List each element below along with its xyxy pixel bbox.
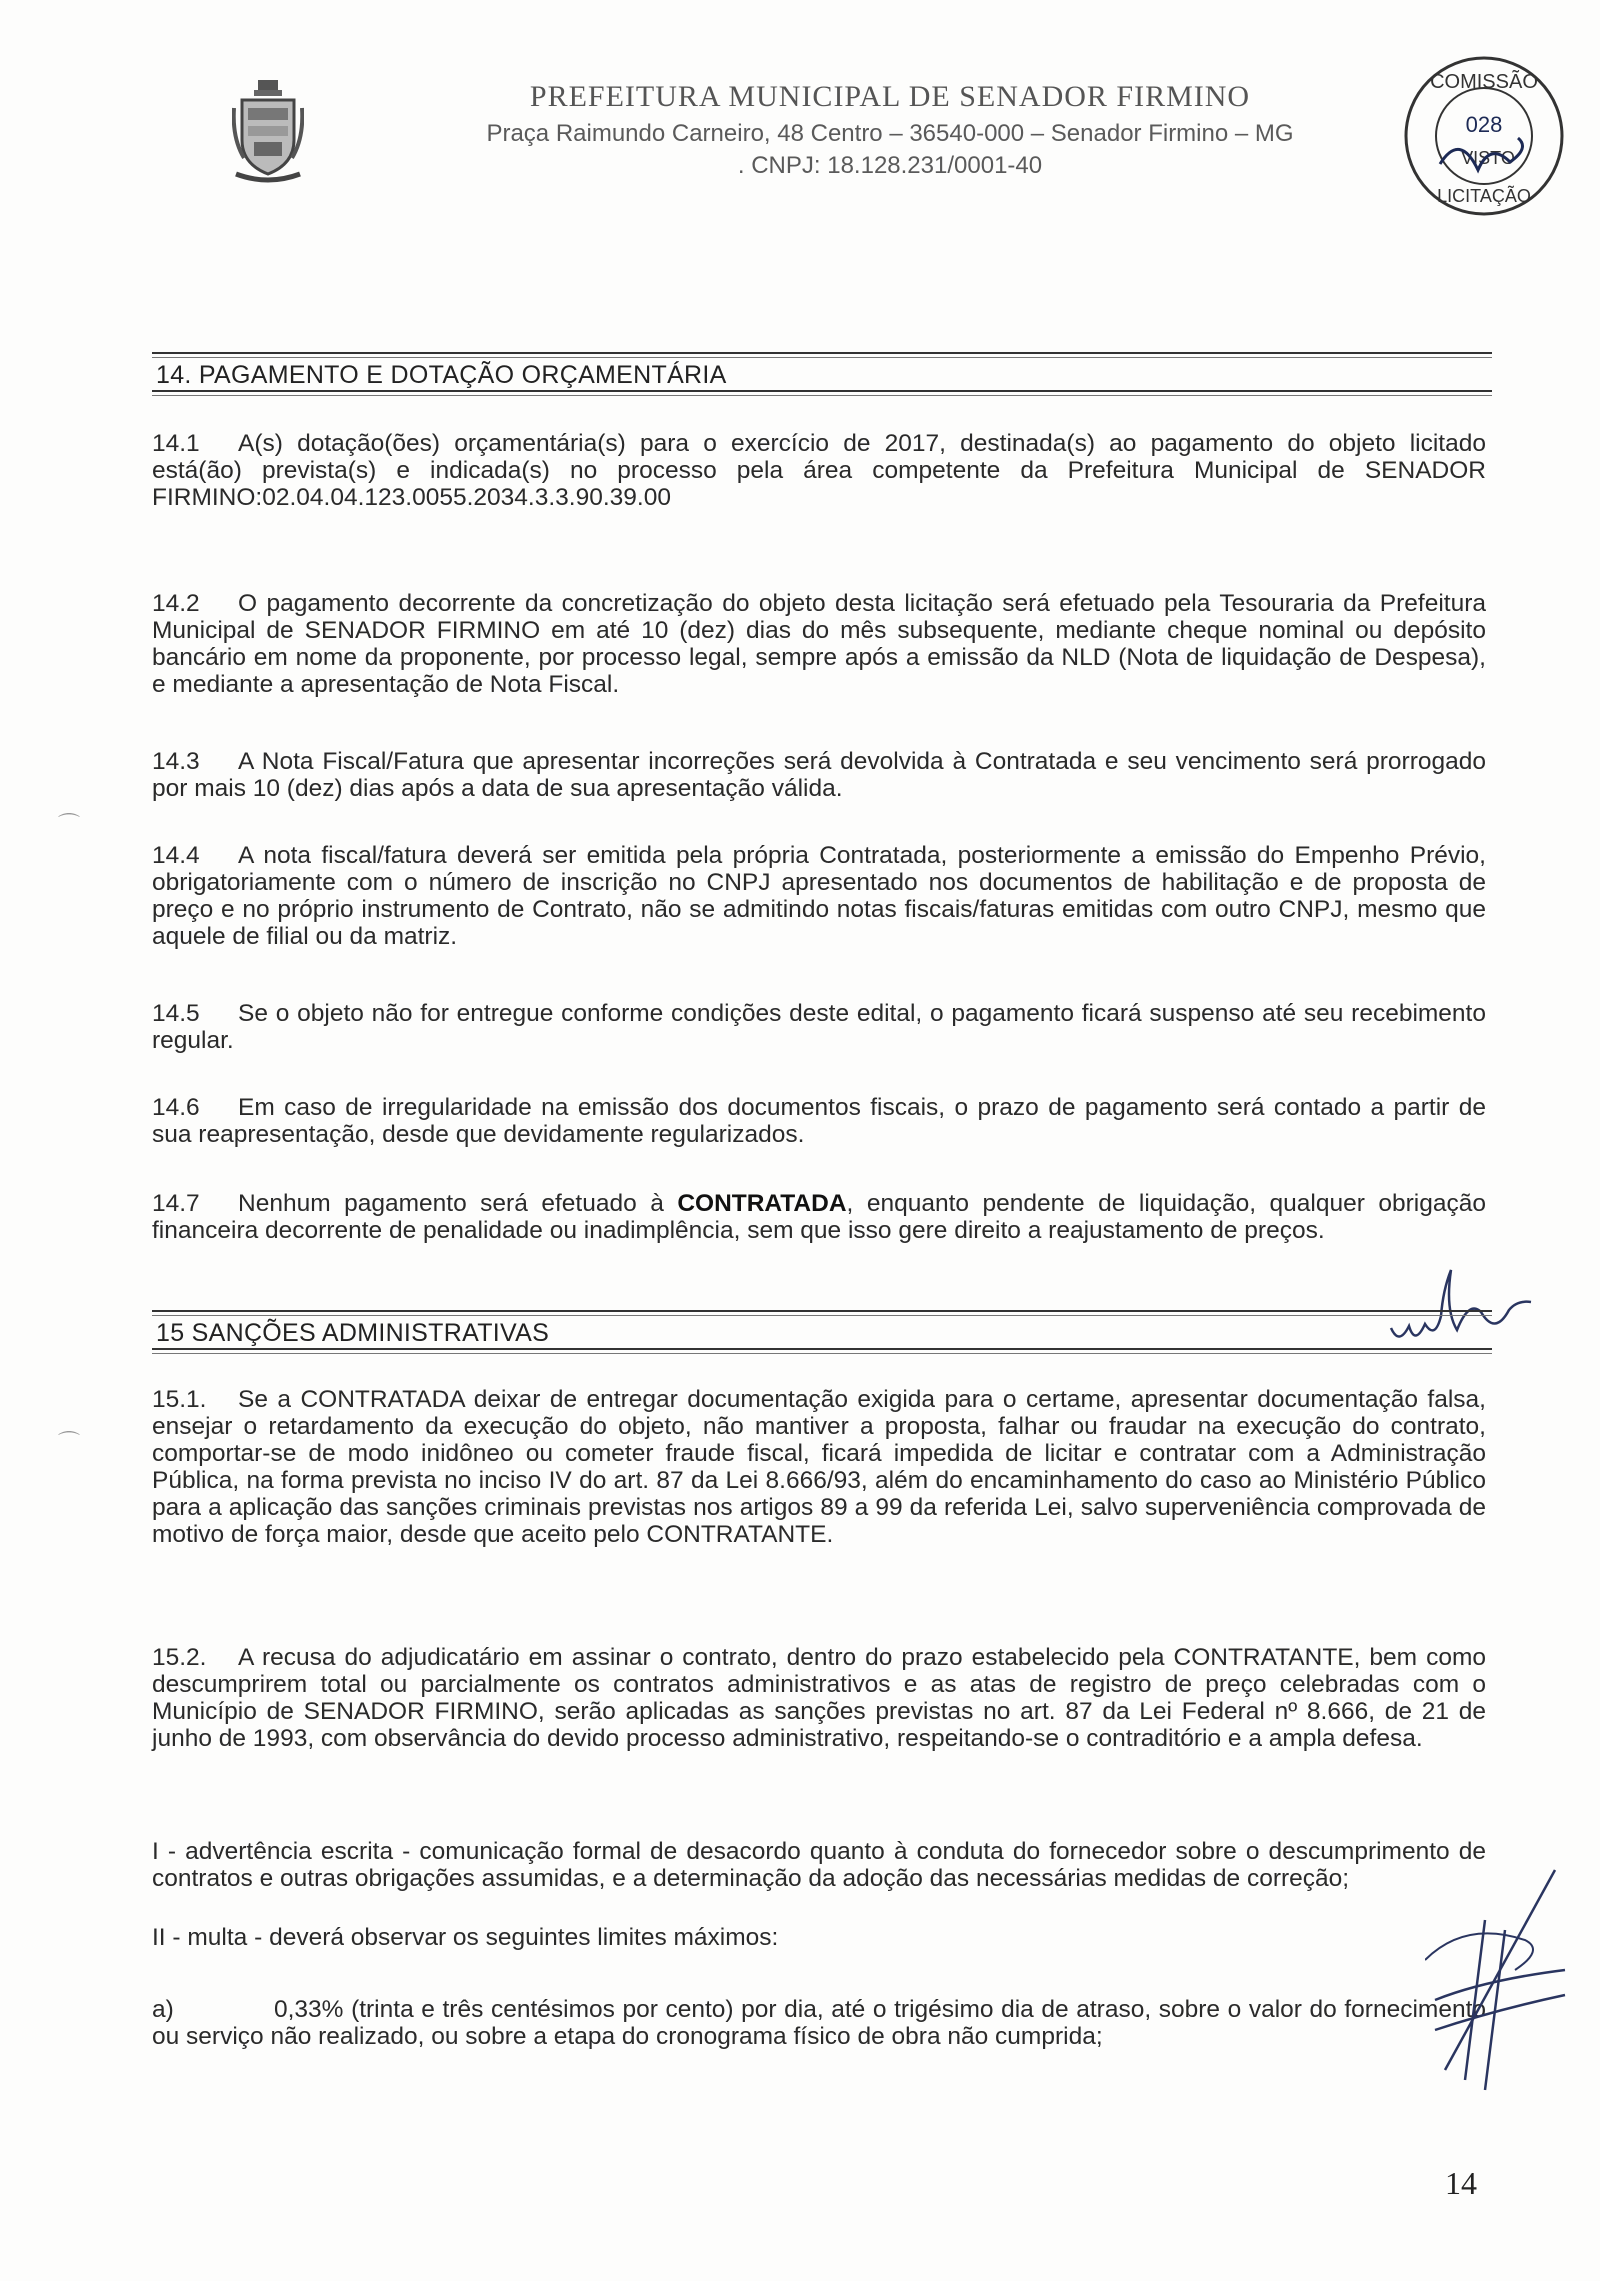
item-text: II - multa - deverá observar os seguintes limites máximos:: [152, 1924, 779, 1951]
paragraph-number: 15.1.: [152, 1386, 207, 1413]
org-name: PREFEITURA MUNICIPAL DE SENADOR FIRMINO: [529, 80, 1251, 113]
paragraph-number: 14.7: [152, 1190, 200, 1217]
paragraph-number: 14.2: [152, 590, 200, 617]
paragraph-number: 14.1: [152, 430, 200, 457]
item-multa: [152, 1924, 1486, 1951]
margin-mark: ⌒: [58, 1430, 81, 1455]
paragraph-text-after: , enquanto pendente de liquidação, qualquer obrigação financeira decorrente de penalidade ou inadimplência, sem que isso gere direito a reajustamento de preços.: [152, 1190, 1486, 1244]
item-label: a): [152, 1996, 174, 2023]
paragraph-text: A Nota Fiscal/Fatura que apresentar incorreções será devolvida à Contratada e seu vencimento será prorrogado por mais 10 (dez) dias após a data de sua apresentação válida.: [152, 748, 1486, 802]
section-14-title: 14. PAGAMENTO E DOTAÇÃO ORÇAMENTÁRIA: [156, 361, 727, 389]
stamp-top-text: COMISSÃO: [1430, 71, 1538, 93]
paragraph-text: A(s) dotação(ões) orçamentária(s) para o exercício de 2017, destinada(s) ao pagamento do objeto licitado está(ão) prevista(s) e indicada(s) no processo pela área competente da Prefeitura Municipal de SENADOR FIRMINO:02.04.04.123.0055.2034.3.3.90.39.00: [152, 430, 1486, 511]
item-advertencia: [152, 1838, 1486, 1892]
stamp-middle-text: VISTO: [1461, 148, 1515, 168]
item-text: 0,33% (trinta e três centésimos por cento) por dia, até o trigésimo dia de atraso, sobre o valor do fornecimento ou serviço não realizado, ou sobre a etapa do cronograma físico de obra não cumprida;: [152, 1996, 1486, 2050]
paragraph-text: A nota fiscal/fatura deverá ser emitida pela própria Contratada, posteriormente a emissão do Empenho Prévio, obrigatoriamente com o número de inscrição no CNPJ apresentado nos documentos de habilitação e de proposta de preço e no próprio instrumento de Contrato, não se admitindo notas fiscais/faturas emitidas com outro CNPJ, mesmo que aquele de filial ou da matriz.: [152, 842, 1486, 950]
paragraph-14-2: [152, 590, 1486, 698]
paragraph-14-4: [152, 842, 1486, 950]
page-number: 14: [1445, 2165, 1477, 2201]
paragraph-14-5: [152, 1000, 1486, 1054]
paragraph-number: 15.2.: [152, 1644, 207, 1671]
paragraph-14-6: [152, 1094, 1486, 1148]
item-text: I - advertência escrita - comunicação formal de desacordo quanto à conduta do fornecedor sobre o descumprimento de contratos e outras obrigações assumidas, e a determinação da adoção das necessárias medidas de correção;: [152, 1838, 1486, 1892]
paragraph-15-2: [152, 1644, 1486, 1752]
paragraph-15-1: [152, 1386, 1486, 1548]
org-address: Praça Raimundo Carneiro, 48 Centro – 36540-000 – Senador Firmino – MG: [486, 120, 1294, 147]
commission-stamp: [1400, 52, 1568, 220]
stamp-number: 028: [1465, 112, 1503, 137]
item-a: [152, 1996, 1486, 2050]
letterhead: [360, 80, 1420, 182]
paragraph-text: A recusa do adjudicatário em assinar o contrato, dentro do prazo estabelecido pela CONTRATANTE, bem como descumprirem total ou parcialmente os contratos administrativos e as atas de registro de preço celebradas com o Município de SENADOR FIRMINO, serão aplicadas as sanções previstas no art. 87 da Lei Federal nº 8.666, de 21 de junho de 1993, com observância do devido processo administrativo, respeitando-se o contraditório e a ampla defesa.: [152, 1644, 1486, 1752]
paragraph-text: O pagamento decorrente da concretização do objeto desta licitação será efetuado pela Tesouraria da Prefeitura Municipal de SENADOR FIRMINO em até 10 (dez) dias do mês subsequente, mediante cheque nominal ou depósito bancário em nome da proponente, por processo legal, sempre após a emissão da NLD (Nota de liquidação de Despesa), e mediante a apresentação de Nota Fiscal.: [152, 590, 1486, 698]
org-cnpj: . CNPJ: 18.128.231/0001-40: [737, 152, 1043, 179]
margin-mark: ⌒: [58, 812, 81, 837]
paragraph-text: Se a CONTRATADA deixar de entregar documentação exigida para o certame, apresentar documentação falsa, ensejar o retardamento da execução do objeto, não mantiver a proposta, falhar ou fraudar na execução do contrato, comportar-se de modo inidôneo ou cometer fraude fiscal, ficará impedida de licitar e contratar com a Administração Pública, na forma prevista no inciso IV do art. 87 da Lei 8.666/93, além do encaminhamento do caso ao Ministério Público para a aplicação das sanções criminais previstas nos artigos 89 a 99 da referida Lei, salvo superveniência comprovada de motivo de força maior, desde que aceito pelo CONTRATANTE.: [152, 1386, 1486, 1548]
paragraph-14-7: [152, 1190, 1486, 1244]
paragraph-14-1: [152, 430, 1486, 511]
section-14-heading: [152, 352, 1492, 396]
paragraph-14-3: [152, 748, 1486, 802]
paragraph-number: 14.6: [152, 1094, 200, 1121]
paragraph-text-before: Nenhum pagamento será efetuado à: [238, 1190, 678, 1217]
paragraph-number: 14.4: [152, 842, 200, 869]
handwritten-signature: [1425, 1860, 1575, 2110]
paragraph-number: 14.5: [152, 1000, 200, 1027]
paragraph-number: 14.3: [152, 748, 200, 775]
coat-of-arms-icon: [232, 78, 304, 186]
paragraph-text: Em caso de irregularidade na emissão dos documentos fiscais, o prazo de pagamento será contado a partir de sua reapresentação, desde que devidamente regularizados.: [152, 1094, 1486, 1148]
paragraph-bold: CONTRATADA: [677, 1190, 847, 1217]
stamp-bottom-text: LICITAÇÃO: [1437, 186, 1531, 206]
section-15-title: 15 SANÇÕES ADMINISTRATIVAS: [156, 1319, 550, 1347]
paragraph-text: Se o objeto não for entregue conforme condições deste edital, o pagamento ficará suspenso até seu recebimento regular.: [152, 1000, 1486, 1054]
section-15-heading: [152, 1310, 1492, 1354]
